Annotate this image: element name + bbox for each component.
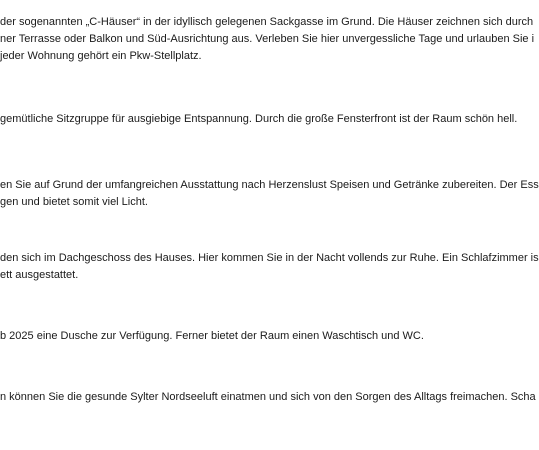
paragraph-bathroom — [0, 328, 424, 345]
paragraph-kitchen — [0, 177, 539, 211]
text-line: jeder Wohnung gehört ein Pkw-Stellplatz. — [0, 50, 202, 62]
text-line: b 2025 eine Dusche zur Verfügung. Ferner bietet der Raum einen Waschtisch und WC. — [0, 330, 424, 342]
text-line: gen und bietet somit viel Licht. — [0, 196, 148, 208]
text-line: en Sie auf Grund der umfangreichen Ausstattung nach Herzenslust Speisen und Getränke zubereiten. Der Ess — [0, 179, 539, 191]
text-line: ett ausgestattet. — [0, 269, 79, 281]
paragraph-living-room — [0, 111, 517, 128]
paragraph-bedrooms — [0, 250, 539, 284]
text-line: ner Terrasse oder Balkon und Süd-Ausrichtung aus. Verleben Sie hier unvergessliche Tage und urlauben Sie i — [0, 33, 535, 45]
text-line: gemütliche Sitzgruppe für ausgiebige Entspannung. Durch die große Fensterfront ist der Raum schön hell. — [0, 113, 518, 125]
paragraph-outdoor — [0, 389, 536, 406]
paragraph-location — [0, 14, 534, 65]
text-line: n können Sie die gesunde Sylter Nordseeluft einatmen und sich von den Sorgen des Alltags freimachen. Scha — [0, 391, 536, 403]
text-line: den sich im Dachgeschoss des Hauses. Hier kommen Sie in der Nacht vollends zur Ruhe. Ein Schlafzimmer is — [0, 252, 539, 264]
text-line: der sogenannten „C-Häuser“ in der idyllisch gelegenen Sackgasse im Grund. Die Häuser zeichnen sich durch — [0, 16, 534, 28]
